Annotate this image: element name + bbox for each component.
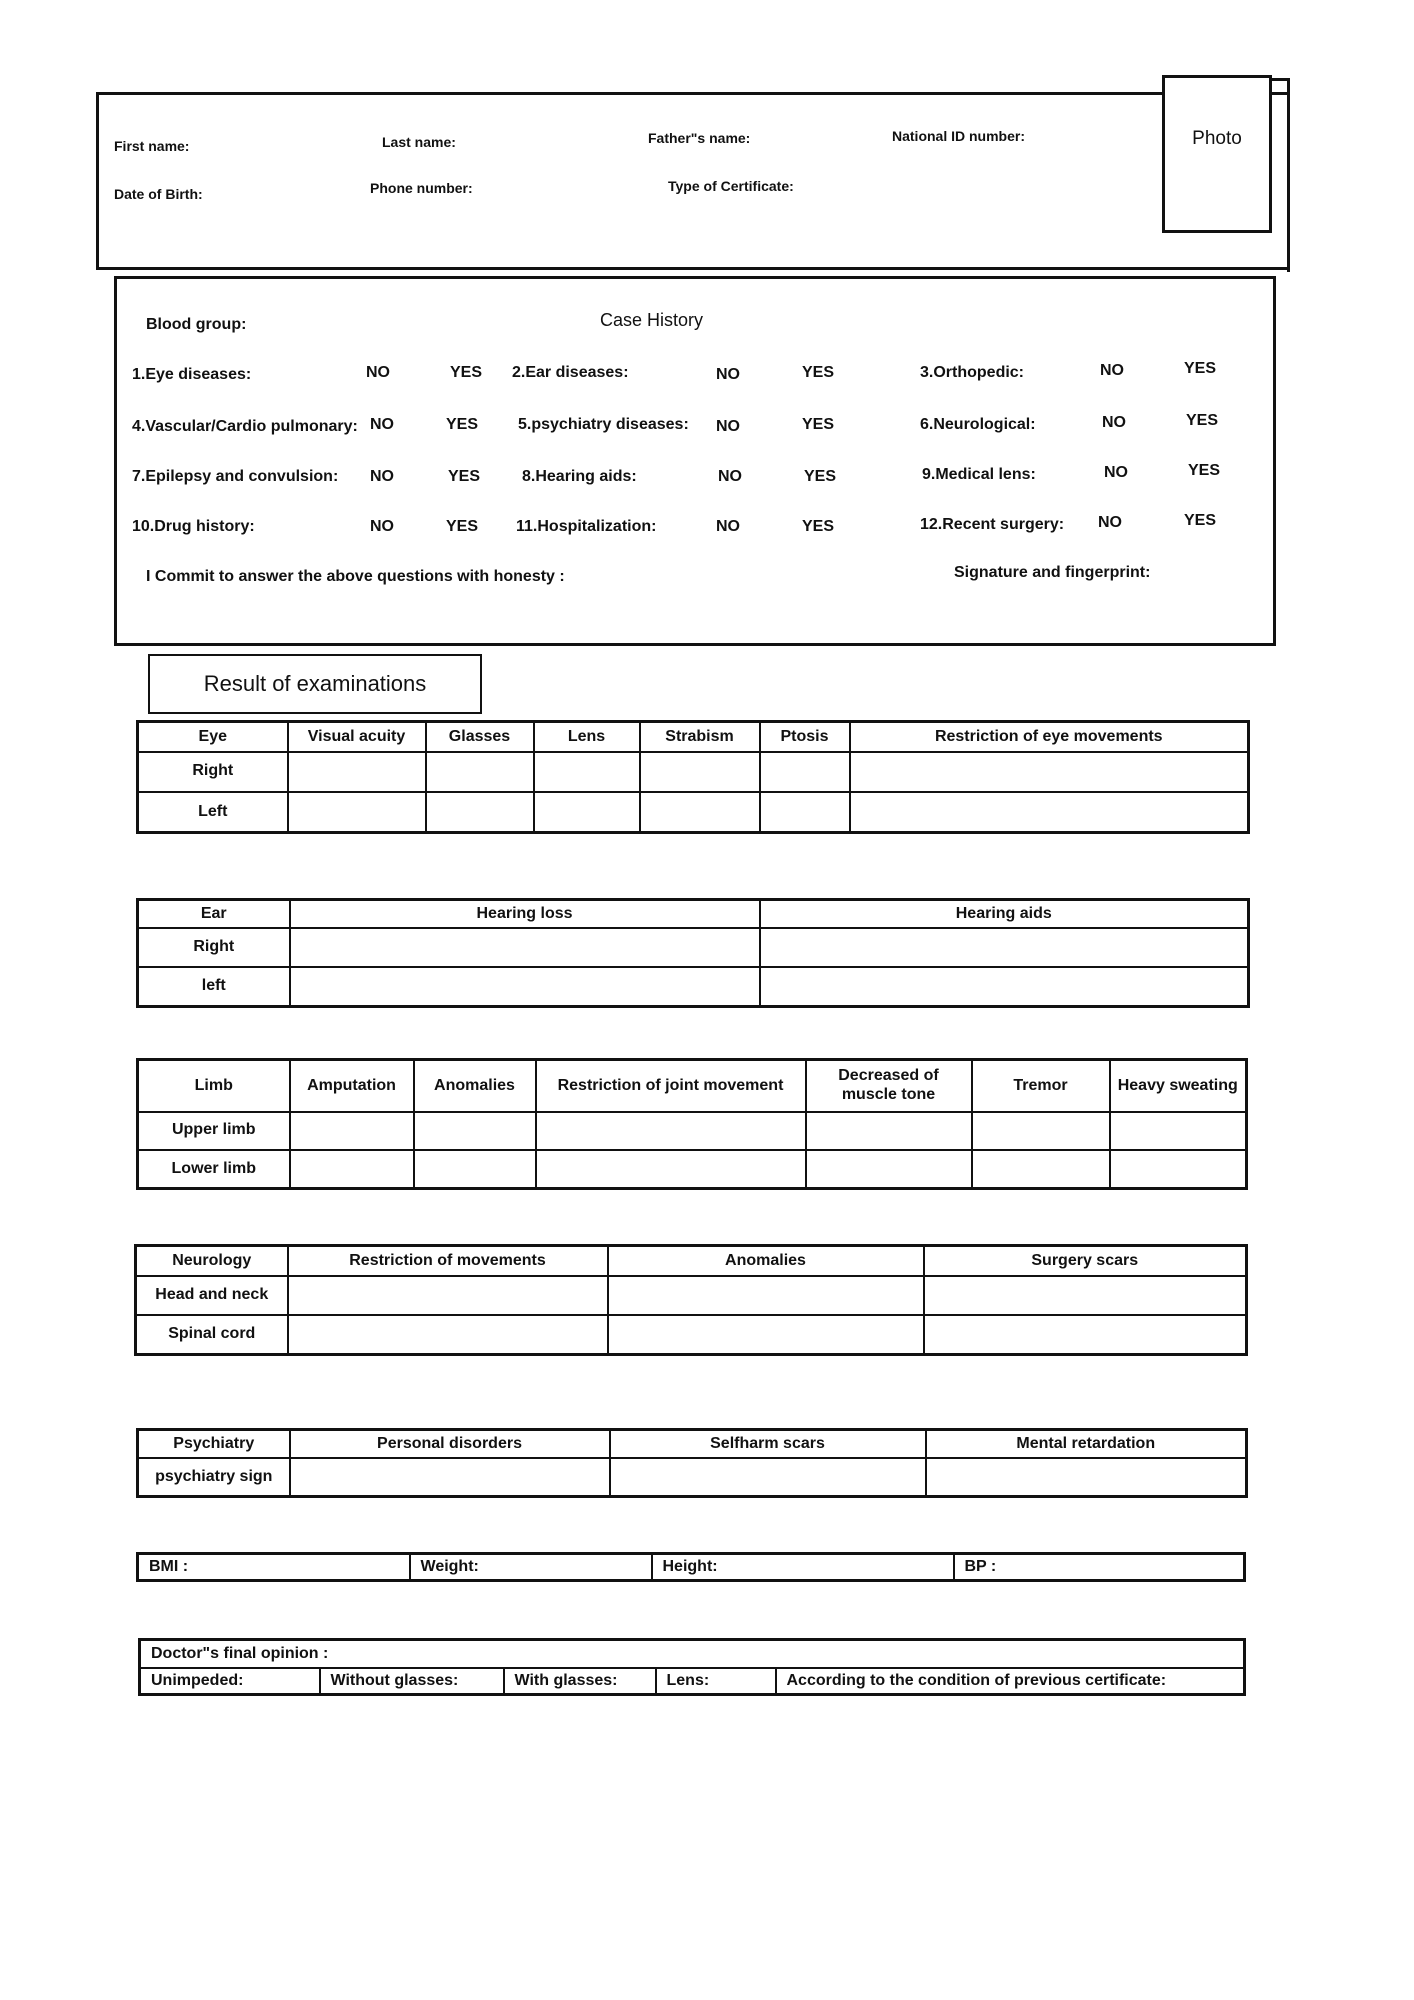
- honesty-commitment-text: I Commit to answer the above questions with honesty :: [146, 568, 565, 585]
- table-row: [138, 792, 1249, 833]
- lower-heavy-sweating-cell[interactable]: [1110, 1150, 1247, 1189]
- medical-lens-no-option[interactable]: NO: [1104, 464, 1128, 481]
- eye-movement-restriction-header: Restriction of eye movements: [850, 722, 1249, 752]
- hearing-aids-header: Hearing aids: [760, 900, 1249, 928]
- upper-joint-movement-cell[interactable]: [536, 1112, 806, 1150]
- surgery-scars-header: Surgery scars: [924, 1246, 1247, 1276]
- anomalies-header: Anomalies: [414, 1060, 536, 1112]
- recent-surgery-no-option[interactable]: NO: [1098, 514, 1122, 531]
- head-movement-restriction-cell[interactable]: [288, 1276, 608, 1315]
- upper-tremor-cell[interactable]: [972, 1112, 1110, 1150]
- left-eye-movement-cell[interactable]: [850, 792, 1249, 833]
- history-item-drug-history: 10.Drug history:: [132, 518, 255, 535]
- previous-certificate-option[interactable]: [776, 1668, 1245, 1695]
- hearing-aids-no-option[interactable]: NO: [718, 468, 742, 485]
- selfharm-scars-cell[interactable]: [610, 1458, 926, 1497]
- amputation-header: Amputation: [290, 1060, 414, 1112]
- final-opinion-table: [138, 1638, 1246, 1696]
- epilepsy-no-option[interactable]: NO: [370, 468, 394, 485]
- bmi-label: BMI :: [149, 1557, 189, 1575]
- weight-field[interactable]: [410, 1554, 652, 1581]
- history-item-epilepsy: 7.Epilepsy and convulsion:: [132, 468, 339, 485]
- upper-anomalies-cell[interactable]: [414, 1112, 536, 1150]
- head-anomalies-cell[interactable]: [608, 1276, 924, 1315]
- photo-placeholder: [1162, 75, 1272, 233]
- table-row: [138, 1112, 1247, 1150]
- ear-diseases-yes-option[interactable]: YES: [802, 364, 835, 381]
- orthopedic-no-option[interactable]: NO: [1100, 362, 1124, 379]
- with-glasses-label: With glasses:: [514, 1671, 618, 1689]
- lower-amputation-cell[interactable]: [290, 1150, 414, 1189]
- table-row: [136, 1315, 1247, 1355]
- lower-joint-movement-cell[interactable]: [536, 1150, 806, 1189]
- ptosis-header: Ptosis: [760, 722, 850, 752]
- spinal-anomalies-cell[interactable]: [608, 1315, 924, 1355]
- with-glasses-option[interactable]: [504, 1668, 656, 1695]
- first-name-label: First name:: [114, 138, 190, 154]
- height-field[interactable]: [652, 1554, 954, 1581]
- table-row: [138, 967, 1249, 1007]
- drug-history-no-option[interactable]: NO: [370, 518, 394, 535]
- selfharm-scars-header: Selfharm scars: [610, 1430, 926, 1458]
- table-header-row: [138, 1060, 1247, 1112]
- row-label-head-neck: Head and neck: [136, 1276, 288, 1315]
- history-item-psychiatry-diseases: 5.psychiatry diseases:: [518, 416, 689, 433]
- head-surgery-scars-cell[interactable]: [924, 1276, 1247, 1315]
- right-strabism-cell[interactable]: [640, 752, 760, 792]
- neurology-exam-table: [134, 1244, 1248, 1356]
- left-glasses-cell[interactable]: [426, 792, 534, 833]
- psychiatry-diseases-no-option[interactable]: NO: [716, 418, 740, 435]
- row-label-left-ear: left: [138, 967, 290, 1007]
- case-history-section: [114, 276, 1276, 646]
- glasses-header: Glasses: [426, 722, 534, 752]
- history-item-neurological: 6.Neurological:: [920, 416, 1036, 433]
- last-name-label: Last name:: [382, 134, 456, 150]
- right-hearing-aids-cell[interactable]: [760, 928, 1249, 967]
- lens-option[interactable]: [656, 1668, 776, 1695]
- upper-muscle-tone-cell[interactable]: [806, 1112, 972, 1150]
- movement-restriction-header: Restriction of movements: [288, 1246, 608, 1276]
- heavy-sweating-header: Heavy sweating: [1110, 1060, 1247, 1112]
- psychiatry-exam-table: [136, 1428, 1248, 1498]
- hearing-aids-yes-option[interactable]: YES: [804, 468, 837, 485]
- final-opinion-field[interactable]: [140, 1640, 1245, 1668]
- table-row: [140, 1640, 1245, 1668]
- final-opinion-label: Doctor"s final opinion :: [151, 1644, 329, 1662]
- row-label-right-ear: Right: [138, 928, 290, 967]
- blood-group-label: Blood group:: [146, 316, 247, 333]
- mental-retardation-header: Mental retardation: [926, 1430, 1247, 1458]
- table-row: [138, 752, 1249, 792]
- right-glasses-cell[interactable]: [426, 752, 534, 792]
- bp-label: BP :: [964, 1557, 997, 1575]
- history-item-eye-diseases: 1.Eye diseases:: [132, 366, 252, 383]
- tremor-header: Tremor: [972, 1060, 1110, 1112]
- ear-exam-table: [136, 898, 1250, 1008]
- row-label-psychiatry-sign: psychiatry sign: [138, 1458, 290, 1497]
- joint-movement-restriction-header: Restriction of joint movement: [536, 1060, 806, 1112]
- lower-anomalies-cell[interactable]: [414, 1150, 536, 1189]
- left-lens-cell[interactable]: [534, 792, 640, 833]
- neurology-anomalies-header: Anomalies: [608, 1246, 924, 1276]
- drug-history-yes-option[interactable]: YES: [446, 518, 479, 535]
- date-of-birth-label: Date of Birth:: [114, 186, 203, 202]
- table-row: [138, 1554, 1245, 1581]
- hearing-loss-header: Hearing loss: [290, 900, 760, 928]
- ear-header: Ear: [138, 900, 290, 928]
- photo-label: Photo: [1192, 128, 1242, 149]
- eye-header: Eye: [138, 722, 288, 752]
- left-visual-acuity-cell[interactable]: [288, 792, 426, 833]
- bp-field[interactable]: [954, 1554, 1245, 1581]
- table-row: [138, 1458, 1247, 1497]
- certificate-type-label: Type of Certificate:: [668, 178, 794, 194]
- national-id-label: National ID number:: [892, 128, 1026, 144]
- right-lens-cell[interactable]: [534, 752, 640, 792]
- right-ptosis-cell[interactable]: [760, 752, 850, 792]
- psychiatry-diseases-yes-option[interactable]: YES: [802, 416, 835, 433]
- spinal-movement-restriction-cell[interactable]: [288, 1315, 608, 1355]
- right-hearing-loss-cell[interactable]: [290, 928, 760, 967]
- right-visual-acuity-cell[interactable]: [288, 752, 426, 792]
- table-header-row: [136, 1246, 1247, 1276]
- without-glasses-option[interactable]: [320, 1668, 504, 1695]
- upper-amputation-cell[interactable]: [290, 1112, 414, 1150]
- without-glasses-label: Without glasses:: [330, 1671, 459, 1689]
- left-hearing-loss-cell[interactable]: [290, 967, 760, 1007]
- psychiatry-header: Psychiatry: [138, 1430, 290, 1458]
- ear-diseases-no-option[interactable]: NO: [716, 366, 740, 383]
- history-item-hearing-aids: 8.Hearing aids:: [522, 468, 637, 485]
- lower-muscle-tone-cell[interactable]: [806, 1150, 972, 1189]
- table-row: [140, 1668, 1245, 1695]
- table-row: [136, 1276, 1247, 1315]
- limb-exam-table: [136, 1058, 1248, 1190]
- spinal-surgery-scars-cell[interactable]: [924, 1315, 1247, 1355]
- eye-diseases-no-option[interactable]: NO: [366, 364, 390, 381]
- height-label: Height:: [662, 1557, 718, 1575]
- history-item-medical-lens: 9.Medical lens:: [922, 466, 1036, 483]
- fathers-name-label: Father"s name:: [648, 130, 751, 146]
- case-history-title: Case History: [600, 310, 704, 330]
- vascular-no-option[interactable]: NO: [370, 416, 394, 433]
- medical-lens-yes-option[interactable]: YES: [1188, 462, 1221, 479]
- weight-label: Weight:: [420, 1557, 479, 1575]
- neurology-header: Neurology: [136, 1246, 288, 1276]
- personal-disorders-cell[interactable]: [290, 1458, 610, 1497]
- vitals-table: [136, 1552, 1246, 1582]
- lower-tremor-cell[interactable]: [972, 1150, 1110, 1189]
- table-header-row: [138, 1430, 1247, 1458]
- eye-diseases-yes-option[interactable]: YES: [450, 364, 483, 381]
- row-label-lower-limb: Lower limb: [138, 1150, 290, 1189]
- phone-number-label: Phone number:: [370, 180, 473, 196]
- upper-heavy-sweating-cell[interactable]: [1110, 1112, 1247, 1150]
- hospitalization-yes-option[interactable]: YES: [802, 518, 835, 535]
- table-header-row: [138, 900, 1249, 928]
- limb-header: Limb: [138, 1060, 290, 1112]
- history-item-hospitalization: 11.Hospitalization:: [516, 518, 657, 535]
- strabism-header: Strabism: [640, 722, 760, 752]
- results-title: Result of examinations: [203, 671, 427, 696]
- eye-exam-table: [136, 720, 1250, 834]
- muscle-tone-header: Decreased of muscle tone: [806, 1060, 972, 1112]
- row-label-right-eye: Right: [138, 752, 288, 792]
- vascular-yes-option[interactable]: YES: [446, 416, 479, 433]
- previous-certificate-label: According to the condition of previous certificate:: [786, 1671, 1167, 1689]
- personal-disorders-header: Personal disorders: [290, 1430, 610, 1458]
- neurological-no-option[interactable]: NO: [1102, 414, 1126, 431]
- left-strabism-cell[interactable]: [640, 792, 760, 833]
- left-ptosis-cell[interactable]: [760, 792, 850, 833]
- recent-surgery-yes-option[interactable]: YES: [1184, 512, 1217, 529]
- table-row: [138, 928, 1249, 967]
- results-section-title-box: [148, 654, 482, 714]
- row-label-upper-limb: Upper limb: [138, 1112, 290, 1150]
- neurological-yes-option[interactable]: YES: [1186, 412, 1219, 429]
- orthopedic-yes-option[interactable]: YES: [1184, 360, 1217, 377]
- row-label-left-eye: Left: [138, 792, 288, 833]
- lens-header: Lens: [534, 722, 640, 752]
- lens-label: Lens:: [666, 1671, 710, 1689]
- mental-retardation-cell[interactable]: [926, 1458, 1247, 1497]
- history-item-ear-diseases: 2.Ear diseases:: [512, 364, 629, 381]
- history-item-vascular-cardio: 4.Vascular/Cardio pulmonary:: [132, 418, 358, 435]
- visual-acuity-header: Visual acuity: [288, 722, 426, 752]
- right-eye-movement-cell[interactable]: [850, 752, 1249, 792]
- epilepsy-yes-option[interactable]: YES: [448, 468, 481, 485]
- row-label-spinal-cord: Spinal cord: [136, 1315, 288, 1355]
- table-header-row: [138, 722, 1249, 752]
- history-item-recent-surgery: 12.Recent surgery:: [920, 516, 1065, 533]
- left-hearing-aids-cell[interactable]: [760, 967, 1249, 1007]
- history-item-orthopedic: 3.Orthopedic:: [920, 364, 1025, 381]
- table-row: [138, 1150, 1247, 1189]
- unimpeded-option[interactable]: [140, 1668, 320, 1695]
- bmi-field[interactable]: [138, 1554, 410, 1581]
- signature-fingerprint-label: Signature and fingerprint:: [954, 564, 1151, 581]
- hospitalization-no-option[interactable]: NO: [716, 518, 740, 535]
- unimpeded-label: Unimpeded:: [151, 1671, 244, 1689]
